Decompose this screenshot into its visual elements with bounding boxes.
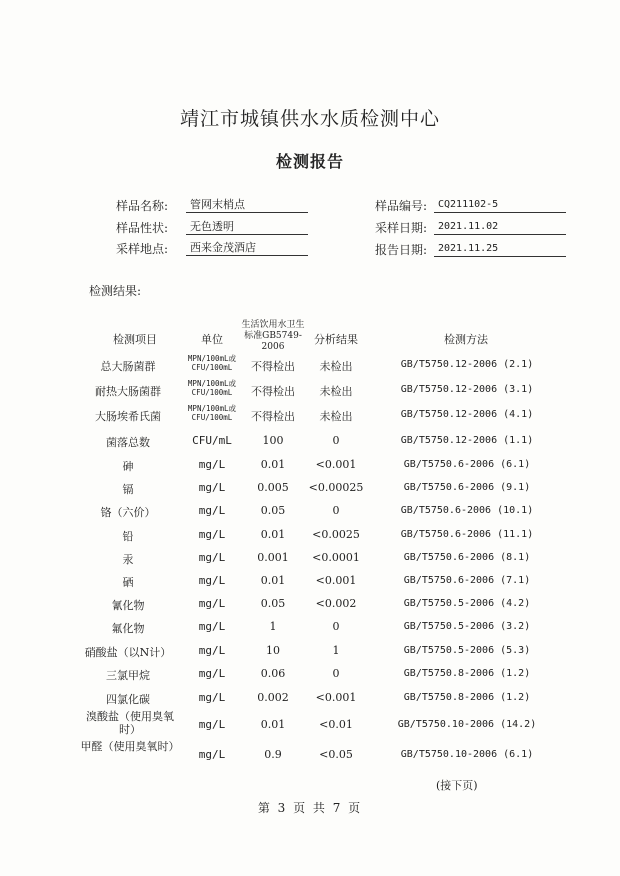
row-unit: mg/L [198,644,226,657]
row-standard: 0.01 [260,528,286,541]
row-item: 总大肠菌群 [100,360,156,373]
row-standard: 不得检出 [251,360,295,373]
sample-state-value: 无色透明 [186,219,308,235]
row-result: <0.00025 [308,481,364,494]
report-subtitle: 检测报告 [275,152,344,171]
row-result: <0.002 [315,597,357,610]
sampling-date-value: 2021.11.02 [434,219,566,235]
row-standard: 0.001 [257,551,289,564]
row-method: GB/T5750.5-2006 (3.2) [403,621,531,632]
row-method: GB/T5750.12-2006 (1.1) [400,435,534,446]
row-method: GB/T5750.8-2006 (1.2) [403,692,531,703]
row-standard: 0.01 [260,718,286,731]
row-unit: mg/L [198,597,226,610]
sample-name-value: 管网末梢点 [186,197,308,213]
row-unit: mg/L [198,551,226,564]
sampling-site-label: 采样地点: [116,242,169,256]
row-item: 氰化物 [111,599,145,612]
row-standard: 0.01 [260,574,286,587]
row-result: <0.0025 [312,528,360,541]
row-unit: mg/L [198,748,226,761]
row-result: <0.001 [315,574,357,587]
row-method: GB/T5750.6-2006 (7.1) [403,575,531,586]
row-item: 汞 [122,553,134,566]
row-method: GB/T5750.12-2006 (3.1) [400,384,534,395]
row-standard: 0.002 [257,691,289,704]
row-standard: 1 [269,620,277,633]
table-row [0,710,620,740]
row-unit: mg/L [198,718,226,731]
sample-name-label: 样品名称: [116,199,169,213]
row-unit: MPN/100mL或CFU/100mL [187,354,237,372]
row-result: 0 [332,504,340,517]
row-result: <0.01 [319,718,353,731]
row-standard: 0.05 [260,504,286,517]
row-item: 大肠埃希氏菌 [95,410,161,423]
row-item: 铅 [122,530,134,543]
table-row [0,455,620,477]
row-method: GB/T5750.12-2006 (2.1) [400,359,534,370]
column-header-result: 分析结果 [314,333,358,346]
table-row [0,525,620,547]
table-row [0,740,620,770]
row-method: GB/T5750.12-2006 (4.1) [400,409,534,420]
table-row [0,594,620,616]
row-method: GB/T5750.6-2006 (6.1) [403,459,531,470]
row-result: 0 [332,620,340,633]
table-row [0,571,620,593]
row-result: 未检出 [319,410,353,423]
row-standard: 10 [266,644,280,657]
row-item: 四氯化碳 [106,693,150,706]
row-standard: 0.06 [260,667,286,680]
sample-id-label: 样品编号: [375,199,428,213]
row-unit: mg/L [198,574,226,587]
row-result: <0.05 [319,748,353,761]
row-item: 甲醛（使用臭氧时） [80,740,180,753]
report-date-label: 报告日期: [375,243,428,257]
row-item: 氟化物 [111,622,145,635]
row-result: <0.001 [315,691,357,704]
column-header-standard: 生活饮用水卫生标准GB5749-2006 [241,320,305,352]
row-standard: 100 [262,434,284,447]
sample-state-label: 样品性状: [116,221,169,235]
row-unit: mg/L [198,458,226,471]
row-result: <0.0001 [312,551,360,564]
row-unit: mg/L [198,691,226,704]
row-method: GB/T5750.5-2006 (5.3) [403,645,531,656]
row-result: 0 [332,434,340,447]
row-result: 0 [332,667,340,680]
column-header-unit: 单位 [201,333,223,346]
row-unit: mg/L [198,481,226,494]
table-row [0,353,620,375]
table-row [0,378,620,400]
report-org-title: 靖江市城镇供水水质检测中心 [179,108,440,130]
row-standard: 0.9 [264,748,282,761]
row-method: GB/T5750.6-2006 (9.1) [403,482,531,493]
row-method: GB/T5750.10-2006 (14.2) [397,719,537,730]
sampling-date-label: 采样日期: [375,221,428,235]
column-header-method: 检测方法 [444,333,488,346]
row-method: GB/T5750.10-2006 (6.1) [400,749,534,760]
row-method: GB/T5750.6-2006 (10.1) [400,505,534,516]
row-item: 镉 [122,483,134,496]
sampling-site-value: 西来金茂酒店 [186,240,308,256]
table-row [0,617,620,639]
row-item: 铬（六价） [100,506,156,519]
row-item: 三氯甲烷 [106,669,150,682]
table-row [0,548,620,570]
report-date-value: 2021.11.25 [434,241,566,257]
row-method: GB/T5750.6-2006 (8.1) [403,552,531,563]
row-standard: 0.05 [260,597,286,610]
table-row [0,403,620,425]
row-item: 硝酸盐（以N计） [84,646,172,659]
table-row [0,664,620,686]
row-method: GB/T5750.6-2006 (11.1) [400,529,534,540]
row-standard: 0.01 [260,458,286,471]
row-unit: MPN/100mL或CFU/100mL [187,404,237,422]
results-heading: 检测结果: [89,284,142,298]
row-standard: 不得检出 [251,410,295,423]
row-item: 砷 [122,460,134,473]
table-row [0,478,620,500]
row-method: GB/T5750.8-2006 (1.2) [403,668,531,679]
table-row [0,501,620,523]
row-item: 硒 [122,576,134,589]
table-row [0,641,620,663]
row-standard: 0.005 [257,481,289,494]
row-item: 溴酸盐（使用臭氧时） [86,710,174,736]
row-result: 未检出 [319,385,353,398]
row-result: <0.001 [315,458,357,471]
column-header-item: 检测项目 [113,333,157,346]
row-result: 1 [332,644,340,657]
row-unit: mg/L [198,667,226,680]
row-result: 未检出 [319,360,353,373]
table-row [0,688,620,710]
row-standard: 不得检出 [251,385,295,398]
row-unit: CFU/mL [192,434,232,447]
table-row [0,431,620,453]
row-unit: mg/L [198,620,226,633]
sample-id-value: CQ211102-5 [434,197,566,213]
row-method: GB/T5750.5-2006 (4.2) [403,598,531,609]
row-unit: mg/L [198,528,226,541]
row-unit: mg/L [198,504,226,517]
row-unit: MPN/100mL或CFU/100mL [187,379,237,397]
row-item: 耐热大肠菌群 [95,385,161,398]
row-item: 菌落总数 [106,436,150,449]
continued-note: (接下页) [436,779,478,792]
page-number: 第 3 页 共 7 页 [257,801,363,815]
